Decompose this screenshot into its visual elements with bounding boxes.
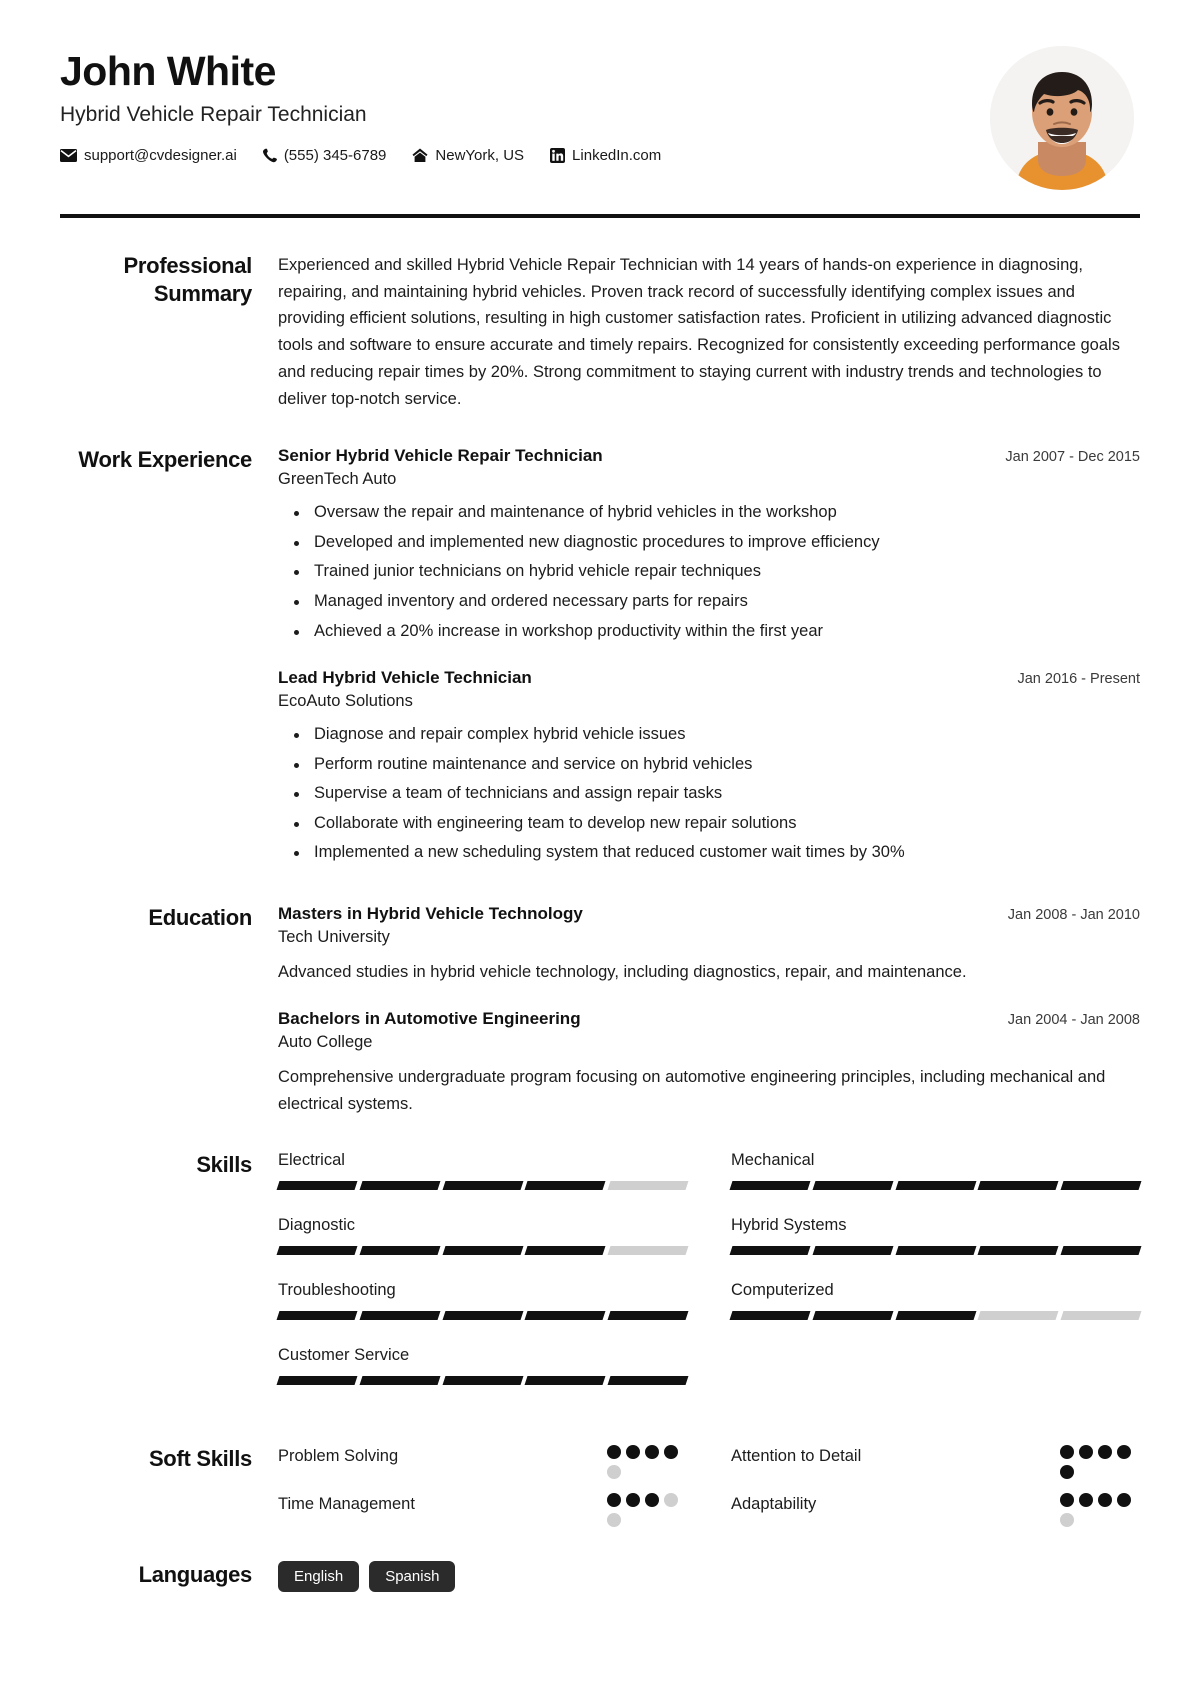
rating-dot [626,1445,640,1459]
rating-dot [645,1445,659,1459]
skill-label: Hybrid Systems [731,1216,847,1235]
entry [278,1009,1140,1117]
skill-level-bar [731,1311,1140,1320]
rating-dot [1098,1493,1112,1507]
contact-location-label: NewYork, US [435,147,525,165]
entry-title: Masters in Hybrid Vehicle Technology [278,903,583,923]
rating-dot [607,1465,621,1479]
skill-level-segment [1061,1246,1142,1255]
envelope-icon [60,149,77,162]
entry [278,904,1140,985]
section-soft-skills [60,1445,1140,1527]
skill-level-segment [442,1311,523,1320]
list-item: Collaborate with engineering team to develop new repair solutions [278,811,1140,837]
skill-level-segment [812,1311,893,1320]
list-item: Achieved a 20% increase in workshop productivity within the first year [278,619,1140,645]
section-work-experience [60,446,1140,870]
rating-dot [607,1513,621,1527]
entry-bullet-list [278,722,1140,866]
entry-header [278,904,1140,924]
entry-date: Jan 2016 - Present [1017,671,1140,688]
skill-label: Mechanical [731,1151,815,1170]
rating-dot [1098,1445,1112,1459]
soft-skill-label: Time Management [278,1495,415,1514]
skill-level-bar [278,1311,687,1320]
soft-skill-rating [607,1445,687,1479]
skill-level-segment [608,1181,689,1190]
entry-organization: EcoAuto Solutions [278,692,413,711]
skill-level-bar [731,1181,1140,1190]
soft-skill-rating [1060,1493,1140,1527]
section-label-skills: Skills [196,1152,252,1178]
skill-level-segment [359,1376,440,1385]
rating-dot [1079,1493,1093,1507]
entry-title: Lead Hybrid Vehicle Technician [278,668,532,688]
soft-skills-grid [278,1445,1140,1527]
skill-level-segment [1061,1181,1142,1190]
skill-level-segment [442,1181,523,1190]
rating-dot [607,1493,621,1507]
skill-label: Diagnostic [278,1216,356,1235]
phone-icon [263,148,277,163]
skill-item [278,1216,687,1255]
skill-level-segment [978,1311,1059,1320]
home-icon [412,148,428,163]
skill-level-segment [608,1246,689,1255]
job-title: Hybrid Vehicle Repair Technician [60,103,367,127]
skill-level-segment [978,1181,1059,1190]
rating-dot [1060,1513,1074,1527]
skills-body [278,1151,1140,1411]
header-divider [60,214,1140,218]
skill-level-segment [730,1181,811,1190]
skill-level-segment [525,1181,606,1190]
skill-level-segment [895,1311,976,1320]
entry-header [278,668,1140,688]
skill-level-segment [277,1246,358,1255]
skill-level-segment [978,1246,1059,1255]
list-item: Diagnose and repair complex hybrid vehicle issues [278,722,1140,748]
skill-level-bar [278,1376,687,1385]
skill-level-segment [895,1246,976,1255]
section-languages [60,1561,1140,1592]
summary-text: Experienced and skilled Hybrid Vehicle Repair Technician with 14 years of hands-on experience in diagnosing, repairing, and maintaining hybrid vehicles. Proven track record of successfully identifying complex issues and providing efficient solutions, resulting in high customer satisfaction rates. Proficient in utilizing advanced diagnostic tools and software to ensure accurate and timely repairs. Recognized for consistently exceeding performance goals and reducing repair times by 20%. Strong commitment to staying current with industry trends and technologies to deliver top-notch service. [278,256,1120,408]
skill-item [278,1281,687,1320]
skill-level-bar [278,1181,687,1190]
rating-dot [664,1493,678,1507]
skill-level-segment [525,1376,606,1385]
contact-location[interactable] [412,147,524,164]
skill-level-segment [359,1311,440,1320]
skill-level-segment [895,1181,976,1190]
language-badge: Spanish [369,1561,455,1592]
skill-label: Troubleshooting [278,1281,396,1300]
section-label-education: Education [148,904,252,930]
skill-level-segment [277,1181,358,1190]
section-skills [60,1151,1140,1411]
contact-phone[interactable] [263,147,387,164]
skill-level-segment [442,1246,523,1255]
section-label-soft-skills: Soft Skills [148,1446,252,1472]
list-item: Managed inventory and ordered necessary parts for repairs [278,589,1140,615]
skill-level-segment [812,1246,893,1255]
rating-dot [1060,1465,1074,1479]
skill-level-segment [277,1376,358,1385]
soft-skill-label: Attention to Detail [731,1447,862,1466]
entry-organization: GreenTech Auto [278,470,397,489]
skill-level-segment [608,1376,689,1385]
entry-title: Bachelors in Automotive Engineering [278,1009,581,1029]
skill-level-segment [359,1246,440,1255]
entry-header [278,1009,1140,1029]
soft-skill-item [731,1445,1140,1479]
soft-skill-label: Adaptability [731,1495,817,1514]
skill-level-segment [359,1181,440,1190]
soft-skill-item [731,1493,1140,1527]
section-label-work-experience: Work Experience [78,447,252,473]
rating-dot [645,1493,659,1507]
skill-level-segment [442,1376,523,1385]
rating-dot [1060,1493,1074,1507]
avatar [990,46,1134,190]
list-item: Supervise a team of technicians and assign repair tasks [278,781,1140,807]
entry-bullet-list [278,500,1140,644]
soft-skill-rating [1060,1445,1140,1479]
skills-grid [278,1151,1140,1411]
skill-label: Electrical [278,1151,345,1170]
skill-level-segment [730,1311,811,1320]
entry-title: Senior Hybrid Vehicle Repair Technician [278,446,603,466]
skill-level-segment [1061,1311,1142,1320]
entry-description: Comprehensive undergraduate program focusing on automotive engineering principles, including mechanical and electrical systems. [278,1068,1106,1113]
contact-linkedin-label: LinkedIn.com [572,147,662,165]
skill-label: Customer Service [278,1346,410,1365]
section-label-summary: Professional Summary [123,253,252,306]
entry-description: Advanced studies in hybrid vehicle technology, including diagnostics, repair, and maintenance. [278,962,967,981]
entry-date: Jan 2007 - Dec 2015 [1005,449,1140,466]
skill-level-segment [608,1311,689,1320]
education-body [278,904,1140,1117]
entry [278,446,1140,644]
page-title: John White [60,48,276,94]
contact-email[interactable] [60,147,237,164]
contact-phone-label: (555) 345-6789 [283,147,387,165]
section-education [60,904,1140,1117]
contact-linkedin[interactable] [550,147,661,164]
entry-date: Jan 2004 - Jan 2008 [1007,1012,1140,1029]
entry-organization: Auto College [278,1033,373,1052]
list-item: Implemented a new scheduling system that reduced customer wait times by 30% [278,840,1140,866]
skill-item [731,1216,1140,1255]
skill-level-segment [730,1246,811,1255]
languages-body [278,1561,1140,1592]
entry-date: Jan 2008 - Jan 2010 [1007,906,1140,923]
skill-level-segment [525,1311,606,1320]
summary-body [278,252,1140,412]
rating-dot [664,1445,678,1459]
skill-item [731,1281,1140,1320]
rating-dot [626,1493,640,1507]
soft-skill-label: Problem Solving [278,1447,399,1466]
skill-label: Computerized [731,1281,834,1300]
skill-level-segment [277,1311,358,1320]
soft-skill-item [278,1445,687,1479]
list-item: Perform routine maintenance and service on hybrid vehicles [278,752,1140,778]
rating-dot [1117,1445,1131,1459]
resume-header [60,0,1140,190]
language-badge: English [278,1561,359,1592]
contact-email-label: support@cvdesigner.ai [84,147,237,165]
entry [278,668,1140,866]
skill-level-bar [731,1246,1140,1255]
skill-item [278,1151,687,1190]
header-text-block [60,46,990,164]
avatar-photo [990,46,1134,190]
entry-organization: Tech University [278,927,390,946]
rating-dot [607,1445,621,1459]
contact-row [60,147,990,164]
list-item: Trained junior technicians on hybrid vehicle repair techniques [278,559,1140,585]
soft-skill-item [278,1493,687,1527]
skill-level-segment [525,1246,606,1255]
rating-dot [1060,1445,1074,1459]
skill-level-bar [278,1246,687,1255]
rating-dot [1079,1445,1093,1459]
entry-header [278,446,1140,466]
languages-row [278,1561,1140,1592]
rating-dot [1117,1493,1131,1507]
list-item: Oversaw the repair and maintenance of hybrid vehicles in the workshop [278,500,1140,526]
soft-skill-rating [607,1493,687,1527]
skill-item [278,1346,687,1385]
section-professional-summary [60,252,1140,412]
soft-skills-body [278,1445,1140,1527]
list-item: Developed and implemented new diagnostic procedures to improve efficiency [278,530,1140,556]
linkedin-icon [550,148,565,163]
skill-level-segment [812,1181,893,1190]
section-label-languages: Languages [138,1562,252,1588]
skill-item [731,1151,1140,1190]
work-experience-body [278,446,1140,870]
